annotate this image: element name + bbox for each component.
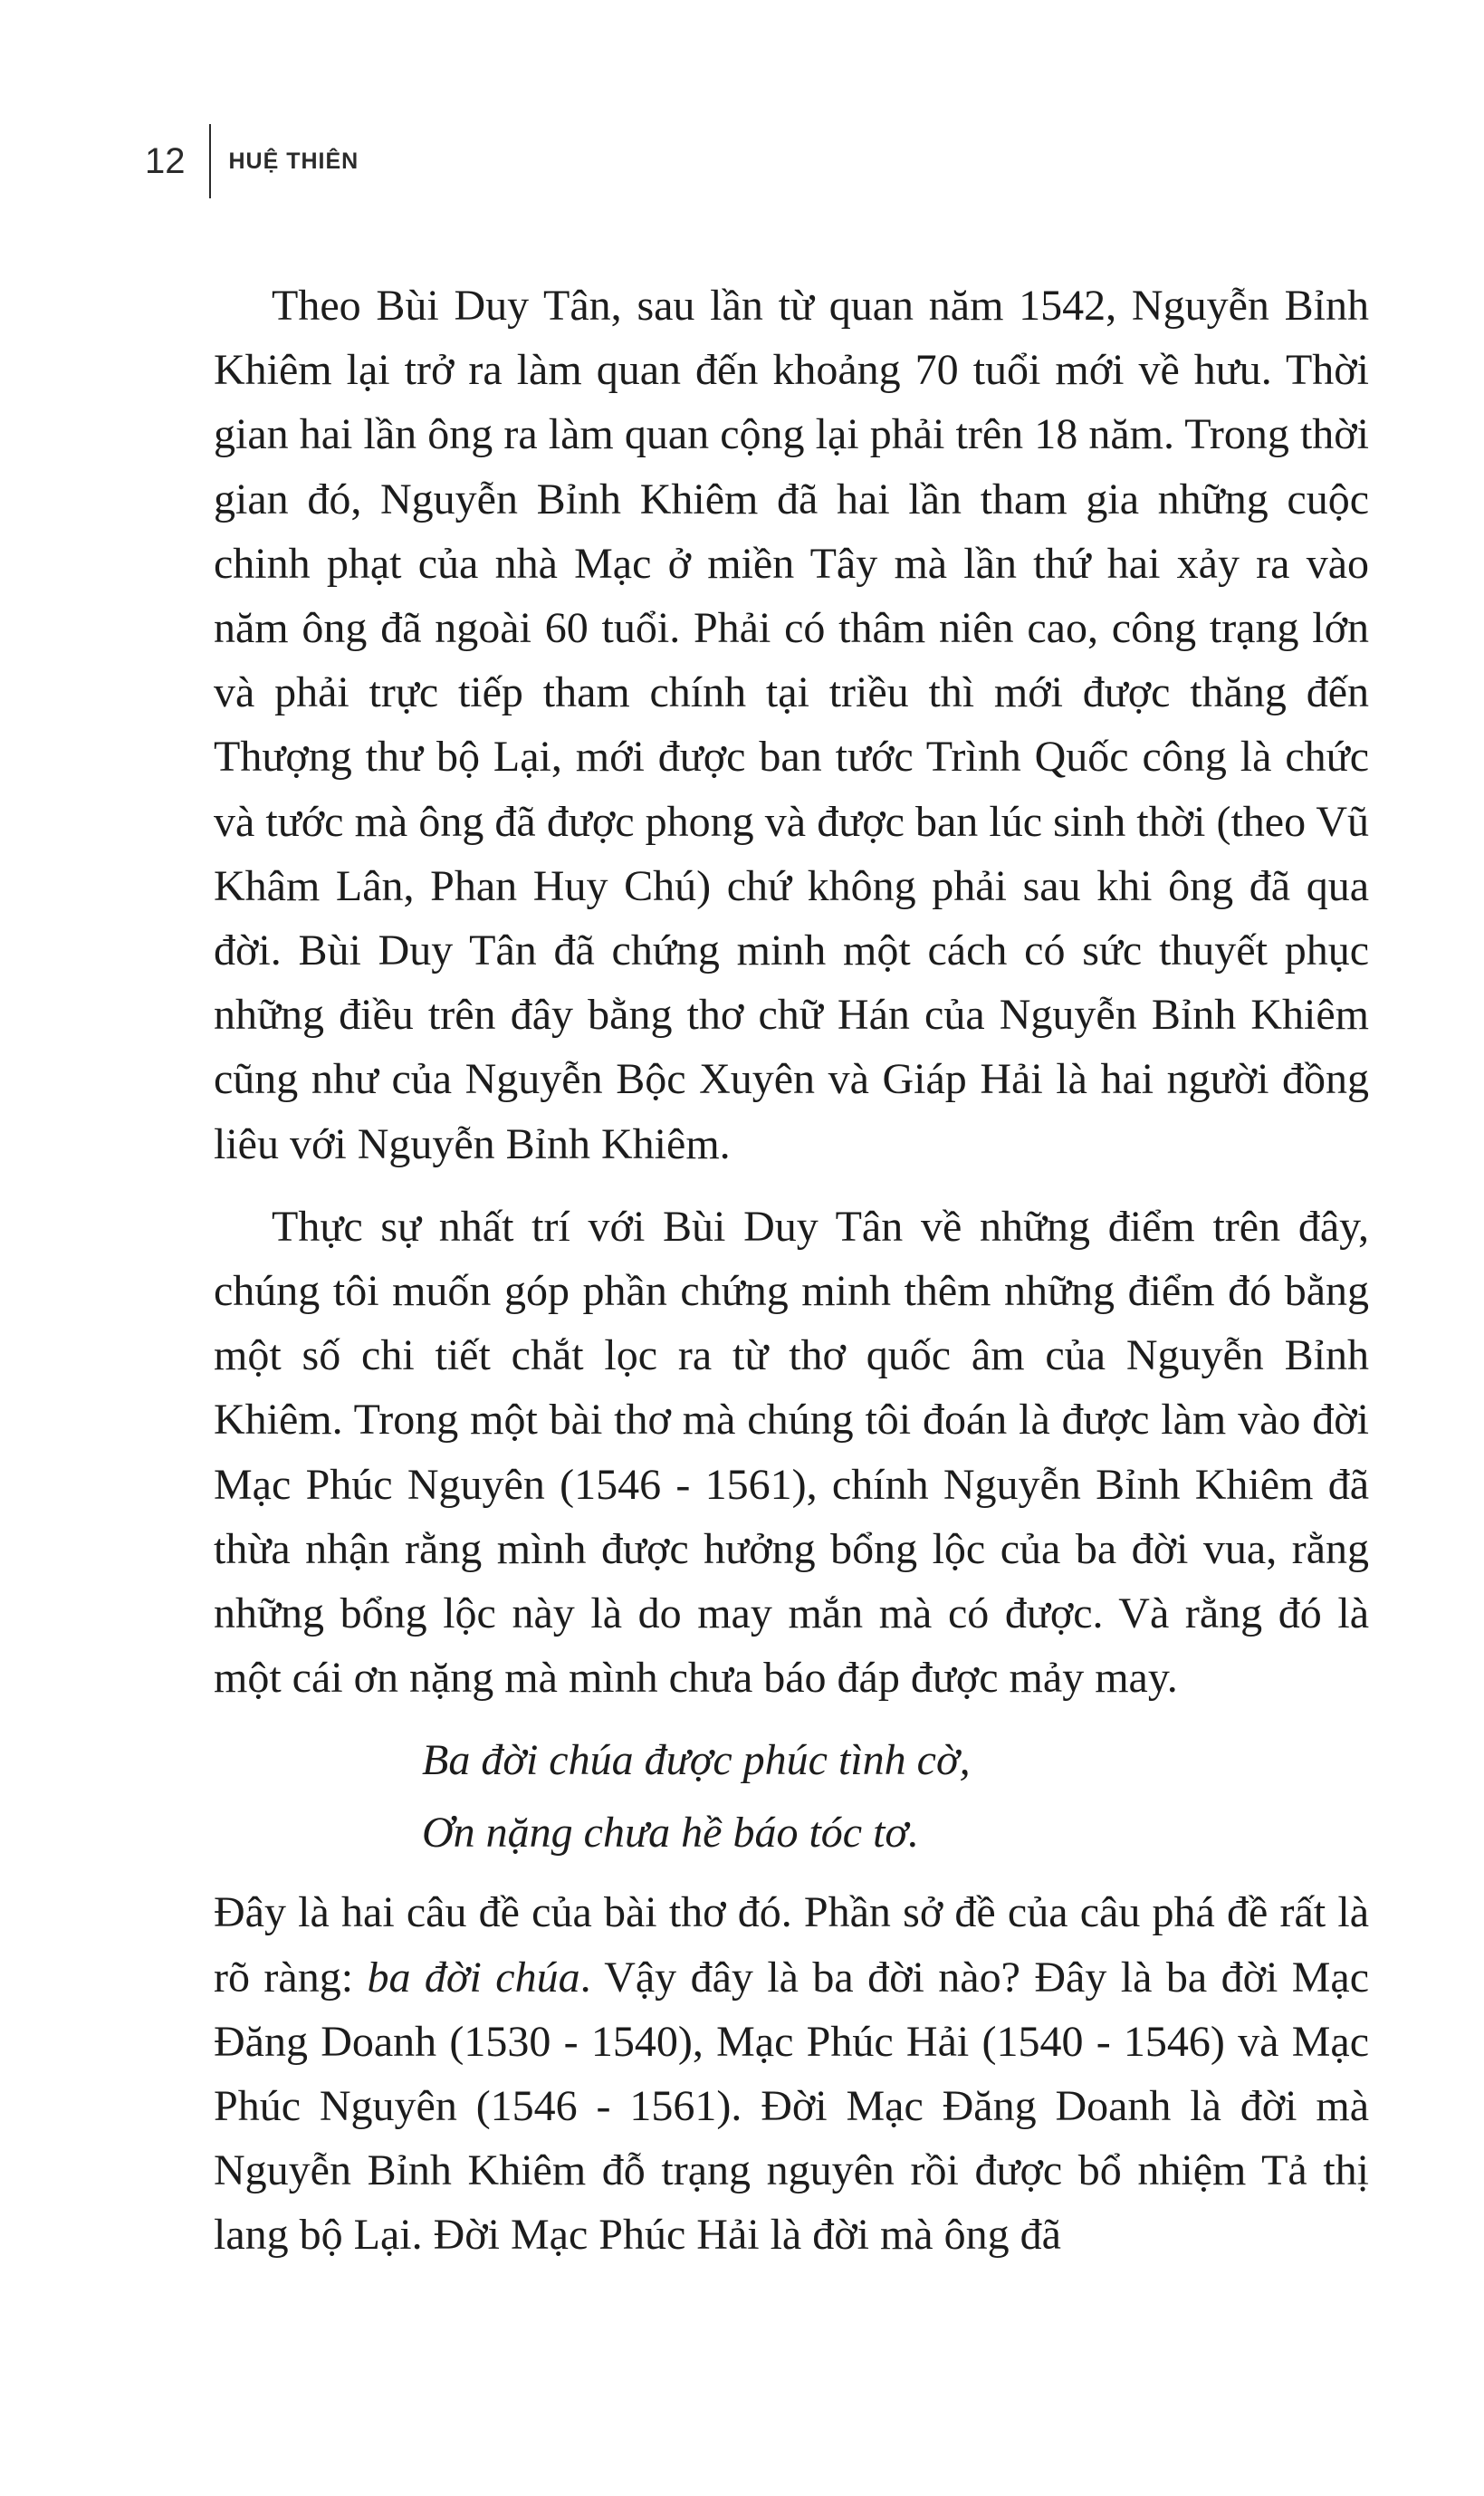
page-number: 12 — [145, 140, 186, 181]
paragraph-1: Theo Bùi Duy Tân, sau lần từ quan năm 1542, Nguyễn Bỉnh Khiêm lại trở ra làm quan đến khoảng 70 tuổi mới về hưu. Thời gian hai lần ông ra làm quan cộng lại phải trên 18 năm. Trong thời gian đó, Nguyễn Bỉnh Khiêm đã hai lần tham gia những cuộc chinh phạt của nhà Mạc ở miền Tây mà lần thứ hai xảy ra vào năm ông đã ngoài 60 tuổi. Phải có thâm niên cao, công trạng lớn và phải trực tiếp tham chính tại triều thì mới được thăng đến Thượng thư bộ Lại, mới được ban tước Trình Quốc công là chức và tước mà ông đã được phong và được ban lúc sinh thời (theo Vũ Khâm Lân, Phan Huy Chú) chứ không phải sau khi ông đã qua đời. Bùi Duy Tân đã chứng minh một cách có sức thuyết phục những điều trên đây bằng thơ chữ Hán của Nguyễn Bỉnh Khiêm cũng như của Nguyễn Bộc Xuyên và Giáp Hải là hai người đồng liêu với Nguyễn Bỉnh Khiêm. — [214, 282, 1369, 1168]
paragraph-3-end: . Vậy đây là ba đời nào? Đây là ba đời Mạc Đăng Doanh (1530 - 1540), Mạc Phúc Hải (1540 - 1546) và Mạc Phúc Nguyên (1546 - 1561). Đời Mạc Đăng Doanh là đời mà Nguyễn Bỉnh Khiêm đỗ trạng nguyên rồi được bổ nhiệm Tả thị lang bộ Lại. Đời Mạc Phúc Hải là đời mà ông đã — [214, 1953, 1370, 2260]
poem-line-2: Ơn nặng chưa hề báo tóc tơ. — [422, 1809, 920, 1858]
poem-line-1: Ba đời chúa được phúc tình cờ, — [422, 1736, 971, 1785]
book-title: HUỆ THIÊN — [228, 148, 359, 174]
poem-quote — [214, 1724, 1369, 1869]
header-divider — [209, 124, 211, 198]
body-text — [214, 274, 1369, 2268]
running-head — [145, 125, 359, 197]
paragraph-3-emphasis: ba đời chúa — [367, 1953, 580, 2002]
paragraph-3 — [214, 1880, 1369, 2267]
paragraph-2: Thực sự nhất trí với Bùi Duy Tân về những điểm trên đây, chúng tôi muốn góp phần chứng minh thêm những điểm đó bằng một số chi tiết chắt lọc ra từ thơ quốc âm của Nguyễn Bỉnh Khiêm. Trong một bài thơ mà chúng tôi đoán là được làm vào đời Mạc Phúc Nguyên (1546 - 1561), chính Nguyễn Bỉnh Khiêm đã thừa nhận rằng mình được hưởng bổng lộc của ba đời vua, rằng những bổng lộc này là do may mắn mà có được. Và rằng đó là một cái ơn nặng mà mình chưa báo đáp được mảy may. — [214, 1202, 1369, 1703]
paragraph-3-start: Đây là hai câu đề của bài thơ đó. Phần sở đề của câu phá đề rất là rõ ràng: — [214, 1888, 1369, 2002]
